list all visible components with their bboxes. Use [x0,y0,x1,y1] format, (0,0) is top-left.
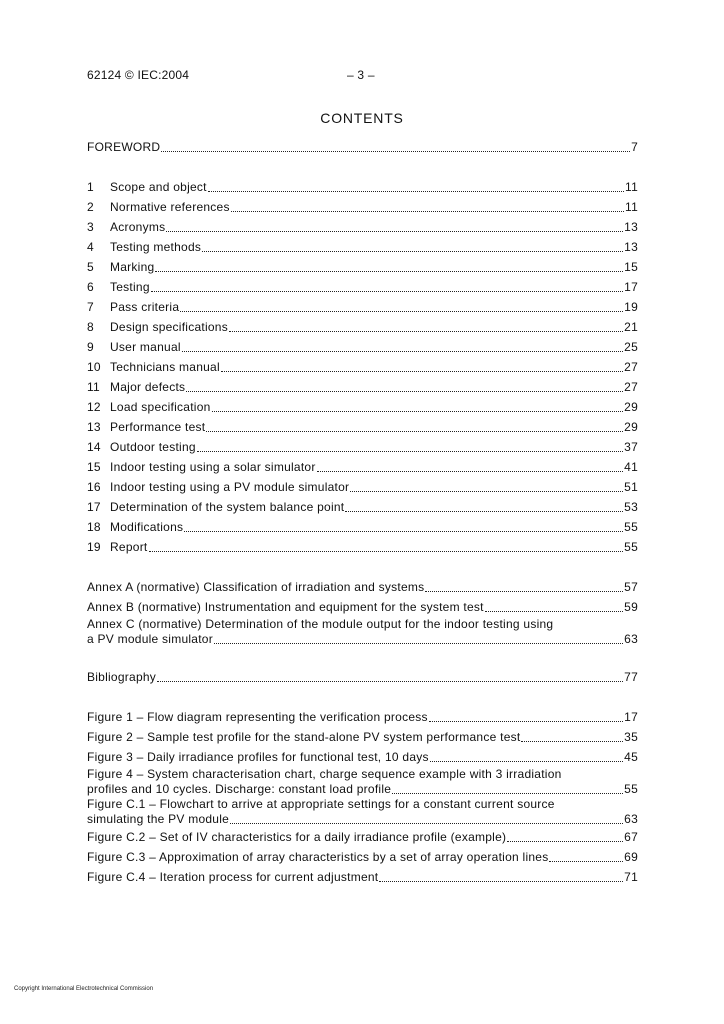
toc-entry-line [87,257,638,277]
toc-entry-page: 41 [624,460,638,474]
toc-entry-clause[interactable] [87,397,638,417]
toc-entry-clause[interactable] [87,477,638,497]
toc-entry-line [87,317,638,337]
toc-entry-number: 12 [87,400,101,414]
toc-entry-figure[interactable] [87,767,638,797]
toc-entry-line [87,537,638,557]
toc-entry-label: Acronyms [110,220,166,234]
toc-entry-page: 35 [624,730,638,744]
toc-entry-page: 17 [624,710,638,724]
toc-entry-number: 14 [87,440,101,454]
toc-entry-clause[interactable] [87,417,638,437]
toc-entry-label: Figure 3 – Daily irradiance profiles for functional test, 10 days [87,750,429,764]
toc-entry-number: 10 [87,360,101,374]
toc-entry-number: 16 [87,480,101,494]
toc-entry-page: 51 [624,480,638,494]
toc-entry-label: Scope and object [110,180,207,194]
toc-entry-label: Testing [110,280,150,294]
toc-entry-line [87,397,638,417]
toc-entry-number: 6 [87,280,94,294]
toc-entry-clause[interactable] [87,177,638,197]
toc-entry-page: 11 [625,180,638,194]
toc-entry-number: 5 [87,260,94,274]
page-title: CONTENTS [320,110,404,126]
toc-entry-page: 71 [624,870,638,884]
toc-entry-line [87,577,638,597]
toc-entry-label: Testing methods [110,240,202,254]
toc-entry-page: 29 [624,400,638,414]
toc-entry-line [87,337,638,357]
toc-entry-page: 13 [624,220,638,234]
toc-entry-page: 63 [624,632,638,646]
toc-entry-line [87,437,638,457]
toc-entry-page: 27 [624,380,638,394]
toc-entry-line [87,417,638,437]
toc-entry-page: 55 [624,520,638,534]
toc-entry-page: 17 [624,280,638,294]
toc-entry-line [87,297,638,317]
toc-entry-clause[interactable] [87,197,638,217]
toc-entry-number: 1 [87,180,94,194]
toc-entry-label: Technicians manual [110,360,220,374]
toc-entry-number: 17 [87,500,101,514]
toc-entry-label: Report [110,540,148,554]
toc-entry-clause[interactable] [87,257,638,277]
toc-entry-page: 53 [624,500,638,514]
toc-entry-figure[interactable] [87,747,638,767]
toc-entry-figure[interactable] [87,727,638,747]
toc-entry-number: 18 [87,520,101,534]
toc-entry-label: Major defects [110,380,186,394]
annex-list [87,577,638,647]
toc-entry-label: User manual [110,340,181,354]
toc-entry-clause[interactable] [87,457,638,477]
toc-entry-annex[interactable] [87,577,638,597]
toc-entry-clause[interactable] [87,437,638,457]
toc-entry-clause[interactable] [87,357,638,377]
toc-entry-label: Annex B (normative) Instrumentation and equipment for the system test [87,600,484,614]
toc-entry-line [87,867,638,887]
toc-entry-clause[interactable] [87,377,638,397]
toc-entry-clause[interactable] [87,497,638,517]
toc-entry-label: Figure C.3 – Approximation of array characteristics by a set of array operation lines [87,850,549,864]
toc-entry-label: Indoor testing using a PV module simulator [110,480,350,494]
toc-entry-line [87,217,638,237]
toc-entry-page: 7 [631,140,638,154]
toc-entry-foreword[interactable] [87,137,638,157]
toc-entry-figure[interactable] [87,867,638,887]
toc-entry-label: Figure C.4 – Iteration process for current adjustment [87,870,379,884]
toc-entry-line [87,277,638,297]
toc-entry-number: 13 [87,420,101,434]
toc-entry-page: 27 [624,360,638,374]
toc-entry-figure[interactable] [87,827,638,847]
toc-entry-line [87,811,638,827]
toc-entry-line [87,781,638,797]
toc-entry-label: Performance test [110,420,206,434]
toc-entry-page: 15 [624,260,638,274]
toc-entry-page: 55 [624,540,638,554]
toc-entry-label: Design specifications [110,320,228,334]
toc-entry-label: Marking [110,260,155,274]
toc-entry-page: 77 [624,670,638,684]
toc-entry-page: 69 [624,850,638,864]
toc-entry-label: Outdoor testing [110,440,196,454]
toc-entry-page: 57 [624,580,638,594]
toc-entry-label: Modifications [110,520,184,534]
toc-entry-line [87,357,638,377]
toc-entry-annex[interactable] [87,597,638,617]
toc-entry-line [87,827,638,847]
toc-entry-label: profiles and 10 cycles. Discharge: constant load profile [87,782,392,796]
toc-entry-number: 3 [87,220,94,234]
toc-entry-page: 29 [624,420,638,434]
toc-entry-number: 11 [87,380,100,394]
toc-entry-page: 25 [624,340,638,354]
toc-entry-label: Figure 2 – Sample test profile for the stand-alone PV system performance test [87,730,521,744]
toc-entry-page: 13 [624,240,638,254]
toc-entry-label: a PV module simulator [87,632,213,646]
toc-entry-clause[interactable] [87,297,638,317]
toc-entry-label: Annex A (normative) Classification of irradiation and systems [87,580,425,594]
toc-entry-page: 45 [624,750,638,764]
clause-list [87,177,638,557]
toc-entry-line [87,847,638,867]
toc-entry-label: Determination of the system balance point [110,500,345,514]
toc-entry-number: 8 [87,320,94,334]
toc-entry-figure[interactable] [87,847,638,867]
toc-entry-line [87,517,638,537]
toc-entry-line [87,377,638,397]
toc-entry-first-line: Figure 4 – System characterisation chart, charge sequence example with 3 irradiation [87,767,562,781]
toc-entry-number: 15 [87,460,101,474]
toc-entry-page: 63 [624,812,638,826]
toc-entry-number: 7 [87,300,94,314]
toc-entry-line [87,747,638,767]
toc-entry-clause[interactable] [87,237,638,257]
header-standard-id: 62124 © IEC:2004 [87,68,190,82]
toc-entry-number: 19 [87,540,101,554]
toc-entry-clause[interactable] [87,317,638,337]
figure-list [87,707,638,887]
toc-entry-line [87,177,638,197]
toc-entry-clause[interactable] [87,517,638,537]
toc-entry-number: 4 [87,240,94,254]
toc-entry-clause[interactable] [87,217,638,237]
toc-entry-label: FOREWORD [87,140,161,154]
header-page-number: – 3 – [347,68,375,82]
toc-entry-page: 67 [624,830,638,844]
toc-entry-label: Normative references [110,200,230,214]
toc-entry-clause[interactable] [87,337,638,357]
toc-entry-page: 11 [625,200,638,214]
toc-entry-number: 2 [87,200,94,214]
toc-entry-line [87,197,638,217]
toc-entry-line [87,707,638,727]
toc-entry-line [87,457,638,477]
toc-entry-line [87,631,638,647]
toc-entry-label: Indoor testing using a solar simulator [110,460,316,474]
toc-entry-line [87,497,638,517]
toc-entry-label: Figure C.2 – Set of IV characteristics for a daily irradiance profile (example) [87,830,507,844]
toc-entry-clause[interactable] [87,277,638,297]
toc-entry-page: 59 [624,600,638,614]
toc-entry-figure[interactable] [87,797,638,827]
toc-entry-annex[interactable] [87,617,638,647]
toc-entry-page: 55 [624,782,638,796]
toc-entry-line [87,727,638,747]
toc-entry-clause[interactable] [87,537,638,557]
toc-entry-label: Bibliography [87,670,157,684]
toc-entry-label: simulating the PV module [87,812,230,826]
copyright-notice: Copyright International Electrotechnical Commission [14,986,154,992]
toc-entry-label: Load specification [110,400,211,414]
toc-entry-bibliography[interactable] [87,667,638,687]
table-of-contents [87,137,638,887]
toc-entry-first-line: Annex C (normative) Determination of the module output for the indoor testing using [87,617,554,631]
toc-entry-line [87,597,638,617]
toc-entry-number: 9 [87,340,94,354]
toc-entry-figure[interactable] [87,707,638,727]
toc-entry-label: Figure 1 – Flow diagram representing the verification process [87,710,428,724]
toc-entry-page: 37 [624,440,638,454]
toc-entry-page: 21 [624,320,638,334]
toc-entry-label: Pass criteria [110,300,180,314]
toc-entry-page: 19 [624,300,638,314]
toc-entry-first-line: Figure C.1 – Flowchart to arrive at appropriate settings for a constant current source [87,797,555,811]
toc-entry-line [87,477,638,497]
toc-entry-line [87,237,638,257]
